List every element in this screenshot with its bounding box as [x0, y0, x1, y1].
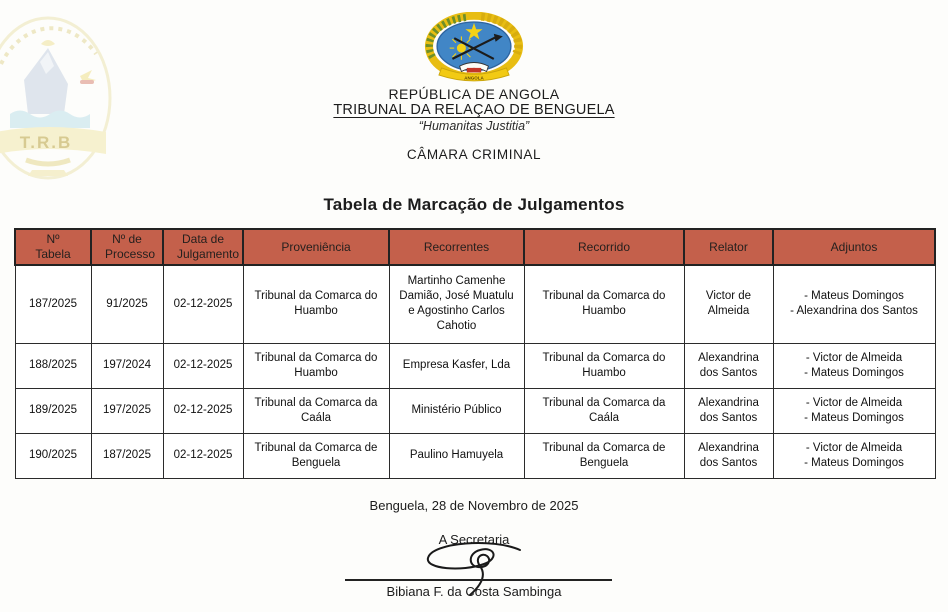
- cell-recorrido: Tribunal da Comarca de Benguela: [524, 433, 684, 478]
- secretary-label: A Secretaria: [438, 532, 510, 547]
- cell-n-processo: 197/2025: [91, 388, 163, 433]
- cell-proveniencia: Tribunal da Comarca de Benguela: [243, 433, 389, 478]
- cell-recorrentes: Empresa Kasfer, Lda: [389, 343, 524, 388]
- header-n-processo: Nº de Processo: [91, 229, 163, 265]
- cell-relator: Victor de Almeida: [684, 265, 773, 343]
- header-proveniencia: Proveniência: [243, 229, 389, 265]
- chamber-title: CÂMARA CRIMINAL: [406, 147, 542, 162]
- cell-relator: Alexandrina dos Santos: [684, 343, 773, 388]
- cell-n-processo: 187/2025: [91, 433, 163, 478]
- angola-coat-of-arms: [420, 12, 528, 86]
- document-title: Tabela de Marcação de Julgamentos: [323, 195, 625, 214]
- cell-adjuntos: - Victor de Almeida - Mateus Domingos: [773, 388, 935, 433]
- cell-recorrentes: Paulino Hamuyela: [389, 433, 524, 478]
- cell-proveniencia: Tribunal da Comarca do Huambo: [243, 343, 389, 388]
- republic-title: REPÚBLICA DE ANGOLA: [388, 86, 560, 102]
- cell-adjuntos: - Mateus Domingos - Alexandrina dos Santos: [773, 265, 935, 343]
- table-row: [15, 265, 935, 343]
- cell-n-tabela: 188/2025: [15, 343, 91, 388]
- cell-proveniencia: Tribunal da Comarca da Caála: [243, 388, 389, 433]
- cell-data: 02-12-2025: [163, 388, 243, 433]
- cell-adjuntos: - Victor de Almeida - Mateus Domingos: [773, 343, 935, 388]
- header-adjuntos: Adjuntos: [773, 229, 935, 265]
- secretary-name: Bibiana F. da Costa Sambinga: [386, 584, 562, 599]
- header-recorrentes: Recorrentes: [389, 229, 524, 265]
- cell-data: 02-12-2025: [163, 433, 243, 478]
- judgments-table: [14, 228, 936, 479]
- cell-n-tabela: 187/2025: [15, 265, 91, 343]
- header-recorrido: Recorrido: [524, 229, 684, 265]
- table-row: [15, 433, 935, 478]
- cell-recorrentes: Martinho Camenhe Damião, José Muatulu e Agostinho Carlos Cahotio: [389, 265, 524, 343]
- table-header-row: [15, 229, 935, 265]
- cell-data: 02-12-2025: [163, 265, 243, 343]
- watermark-text: T.R.B: [19, 133, 73, 152]
- header-n-tabela: Nº Tabela: [15, 229, 91, 265]
- cell-n-processo: 91/2025: [91, 265, 163, 343]
- header-data: Data de Julgamento: [163, 229, 243, 265]
- cell-recorrido: Tribunal da Comarca do Huambo: [524, 265, 684, 343]
- cell-proveniencia: Tribunal da Comarca do Huambo: [243, 265, 389, 343]
- signature-line: [345, 579, 612, 581]
- cell-n-tabela: 190/2025: [15, 433, 91, 478]
- cell-recorrido: Tribunal da Comarca da Caála: [524, 388, 684, 433]
- cell-recorrido: Tribunal da Comarca do Huambo: [524, 343, 684, 388]
- motto-text: “Humanitas Justitia”: [418, 119, 530, 133]
- place-date: Benguela, 28 de Novembro de 2025: [369, 498, 579, 513]
- cell-recorrentes: Ministério Público: [389, 388, 524, 433]
- cell-relator: Alexandrina dos Santos: [684, 433, 773, 478]
- cell-data: 02-12-2025: [163, 343, 243, 388]
- svg-text:ANGOLA: ANGOLA: [464, 75, 484, 81]
- table-row: [15, 343, 935, 388]
- cell-adjuntos: - Victor de Almeida - Mateus Domingos: [773, 433, 935, 478]
- cell-n-tabela: 189/2025: [15, 388, 91, 433]
- header-relator: Relator: [684, 229, 773, 265]
- cell-relator: Alexandrina dos Santos: [684, 388, 773, 433]
- tribunal-title: TRIBUNAL DA RELAÇAO DE BENGUELA: [333, 102, 615, 118]
- table-row: [15, 388, 935, 433]
- cell-n-processo: 197/2024: [91, 343, 163, 388]
